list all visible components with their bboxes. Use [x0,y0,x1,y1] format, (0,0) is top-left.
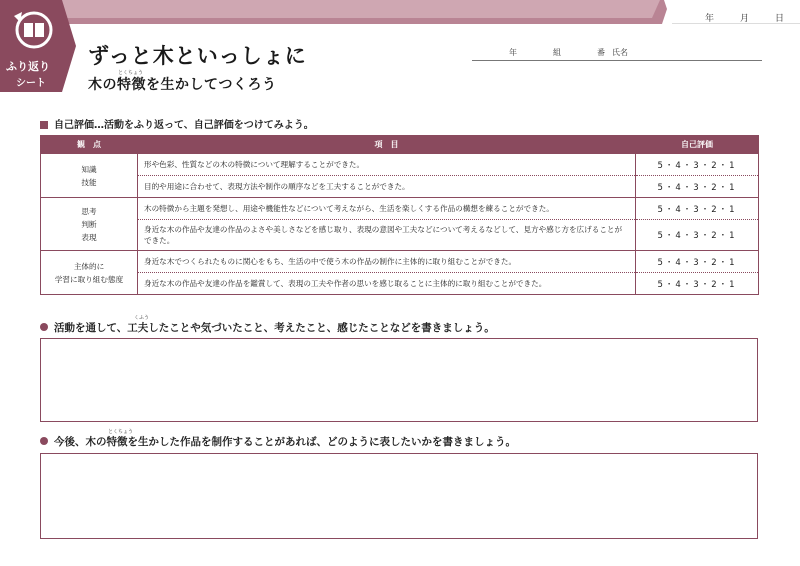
page-title: ずっと木といっしょに [88,44,307,68]
category-proactive-attitude [41,251,138,295]
score-scale[interactable]: 5・4・3・2・1 [636,198,759,220]
prompt-ruby: くふう [134,315,150,321]
score-scale[interactable]: 5・4・3・2・1 [636,176,759,198]
reflection-prompt-text: 活動を通して、工夫したことや気づいたこと、考えたこと、感じたことなどを書きましょう。 [54,322,495,334]
category-label: 知識 技能 [81,164,97,187]
circle-bullet-icon [40,437,48,445]
score-scale[interactable]: 5・4・3・2・1 [636,251,759,273]
category-knowledge-skill [41,154,138,198]
page-subtitle: 木の特徴を生かしてつくろう [88,77,277,93]
badge-sublabel: シート [16,78,46,89]
eval-item: 身近な木でつくられたものに関心をもち、生活の中で使う木の作品の制作に主体的に取り組むことができた。 [138,251,636,273]
number-label: 番 [597,48,605,57]
date-month-label: 月 [740,14,750,24]
column-header-viewpoint: 観 点 [41,136,138,154]
self-evaluation-heading [40,116,314,131]
self-evaluation-heading-text: 自己評価…活動をふり返って、自己評価をつけてみよう。 [54,120,314,131]
category-label: 思考 判断 表現 [81,206,97,242]
reflection-answer-box[interactable] [40,338,758,422]
date-year-label: 年 [705,14,715,24]
future-plan-prompt-text: 今後、木の特徴を生かした作品を制作することがあれば、どのように表したいかを書きましょう。 [54,436,516,448]
header-band [0,0,800,24]
review-sheet-badge [0,0,76,92]
column-header-self-evaluation: 自己評価 [636,136,759,154]
category-thinking-judgment-expression [41,198,138,251]
category-label: 主体的に 学習に取り組む態度 [54,261,124,284]
score-scale[interactable]: 5・4・3・2・1 [636,273,759,295]
future-plan-prompt [40,434,516,449]
date-day-label: 日 [775,14,785,24]
self-evaluation-table [40,135,759,295]
prompt-ruby: とくちょう [108,429,134,435]
name-field[interactable] [472,60,762,61]
eval-item: 身近な木の作品や友達の作品を鑑賞して、表現の工夫や作者の思いを感じ取ることに主体的に取り組むことができた。 [138,273,636,295]
future-plan-answer-box[interactable] [40,453,758,539]
class-label: 組 [553,48,561,57]
grade-label: 年 [509,48,517,57]
name-label: 氏名 [612,48,628,57]
eval-item: 形や色彩、性質などの木の特徴について理解することができた。 [138,154,636,176]
eval-item: 身近な木の作品や友達の作品のよさや美しさなどを感じ取り、表現の意図や工夫などについて考えるなどして、見方や感じ方を広げることができた。 [138,220,636,251]
circle-bullet-icon [40,323,48,331]
column-header-item: 項 目 [138,136,636,154]
subtitle-ruby: とくちょう [118,70,144,76]
badge-label: ふり返り [6,60,50,73]
eval-item: 目的や用途に合わせて、表現方法や制作の順序などを工夫することができた。 [138,176,636,198]
score-scale[interactable]: 5・4・3・2・1 [636,154,759,176]
square-bullet-icon [40,121,48,129]
score-scale[interactable]: 5・4・3・2・1 [636,220,759,251]
reflection-prompt [40,320,495,335]
eval-item: 木の特徴から主題を発想し、用途や機能性などについて考えながら、生活を楽しくする作品の構想を練ることができた。 [138,198,636,220]
